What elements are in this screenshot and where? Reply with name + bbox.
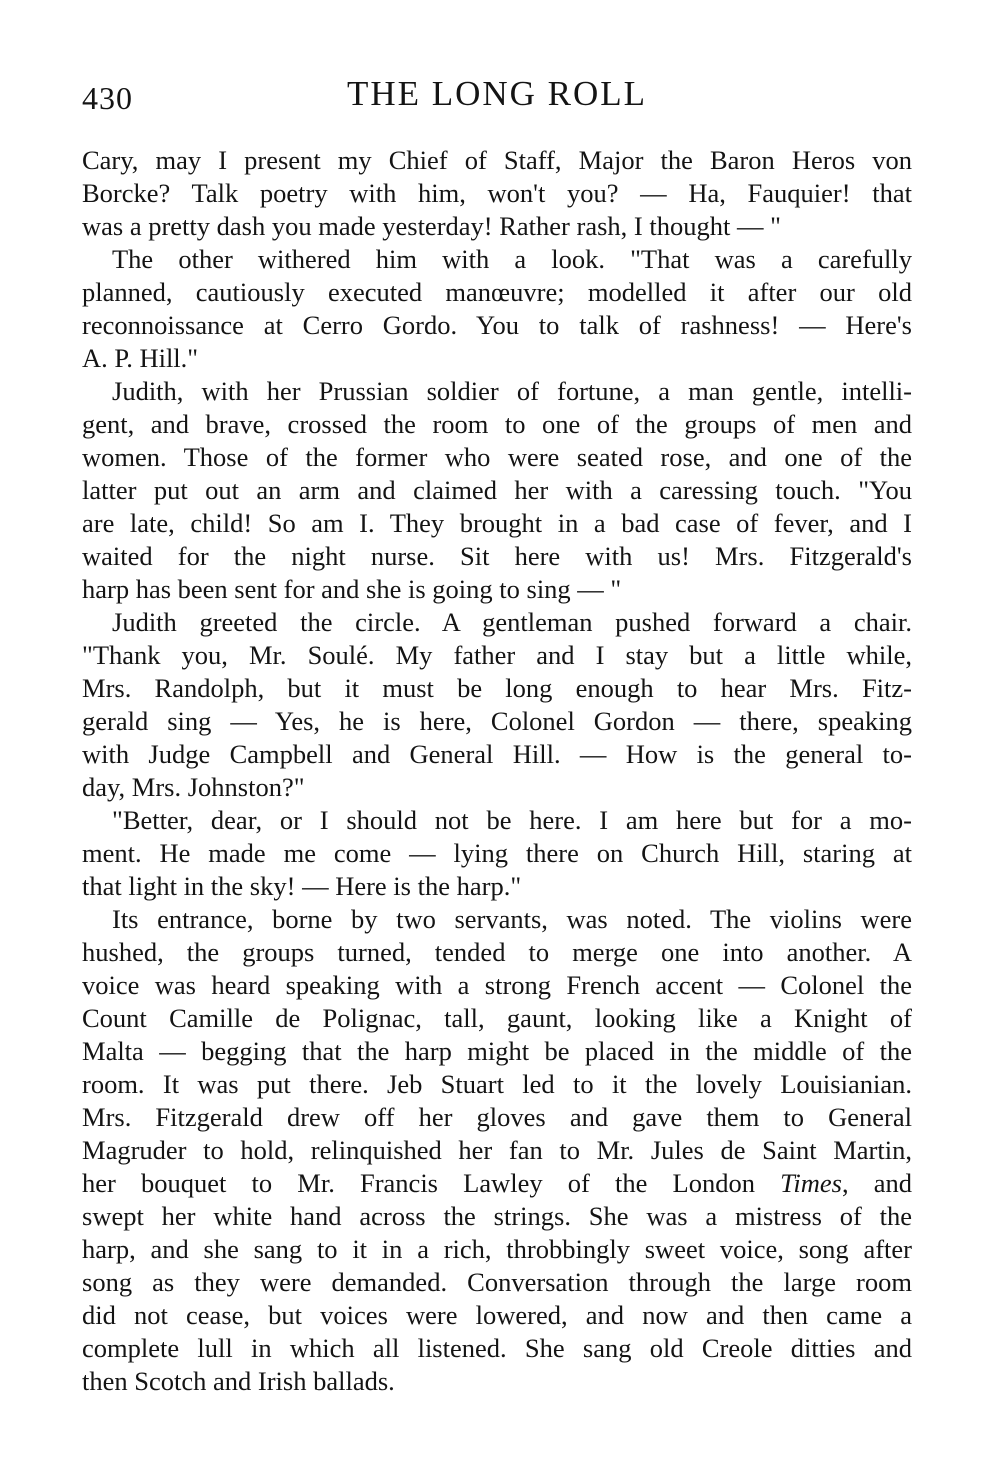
text-line: latter put out an arm and claimed her with a caressing touch. "You [82, 475, 912, 505]
text-line: are late, child! So am I. They brought in a bad case of fever, and I [82, 508, 912, 538]
text-line: "Better, dear, or I should not be here. I am here but for a mo- [112, 805, 912, 835]
body-text [82, 144, 912, 1398]
text-line: Cary, may I present my Chief of Staff, Major the Baron Heros von [82, 145, 912, 175]
text-line: Judith, with her Prussian soldier of fortune, a man gentle, intelli- [112, 376, 912, 406]
text-line: that light in the sky! — Here is the harp." [82, 871, 522, 901]
text-line: Magruder to hold, relinquished her fan to Mr. Jules de Saint Martin, [82, 1135, 912, 1165]
text-line: The other withered him with a look. "That was a carefully [112, 244, 912, 274]
paragraph-6 [82, 903, 912, 1398]
text-line: Count Camille de Polignac, tall, gaunt, looking like a Knight of [82, 1003, 912, 1033]
text-line: Malta — begging that the harp might be placed in the middle of the [82, 1036, 912, 1066]
text-line: was a pretty dash you made yesterday! Rather rash, I thought — " [82, 211, 781, 241]
text-line: Borcke? Talk poetry with him, won't you? — Ha, Fauquier! that [82, 178, 912, 208]
text-line: then Scotch and Irish ballads. [82, 1366, 395, 1396]
text-line: voice was heard speaking with a strong French accent — Colonel the [82, 970, 912, 1000]
text-line: complete lull in which all listened. She sang old Creole ditties and [82, 1333, 912, 1363]
text-line: waited for the night nurse. Sit here with us! Mrs. Fitzgerald's [82, 541, 912, 571]
text-line: women. Those of the former who were seated rose, and one of the [82, 442, 912, 472]
paragraph-5 [82, 804, 912, 903]
text-line: planned, cautiously executed manœuvre; modelled it after our old [82, 277, 912, 307]
text-line-with-italic [82, 1167, 912, 1200]
paragraph-3 [82, 375, 912, 606]
text-line: Its entrance, borne by two servants, was noted. The violins were [112, 904, 912, 934]
paragraph-2 [82, 243, 912, 375]
text-line: room. It was put there. Jeb Stuart led to it the lovely Louisianian. [82, 1069, 912, 1099]
text-line: Mrs. Randolph, but it must be long enough to hear Mrs. Fitz- [82, 673, 912, 703]
text-line: "Thank you, Mr. Soulé. My father and I stay but a little while, [82, 640, 912, 670]
text-line: did not cease, but voices were lowered, and now and then came a [82, 1300, 912, 1330]
text-line: day, Mrs. Johnston?" [82, 772, 305, 802]
text-line: reconnoissance at Cerro Gordo. You to talk of rashness! — Here's [82, 310, 912, 340]
text-segment: her bouquet to Mr. Francis Lawley of the London [82, 1168, 781, 1198]
text-line: gent, and brave, crossed the room to one of the groups of men and [82, 409, 912, 439]
paragraph-4 [82, 606, 912, 804]
text-line: gerald sing — Yes, he is here, Colonel Gordon — there, speaking [82, 706, 912, 736]
text-line: with Judge Campbell and General Hill. — How is the general to- [82, 739, 912, 769]
text-line: harp has been sent for and she is going to sing — " [82, 574, 622, 604]
running-title: THE LONG ROLL [346, 74, 648, 113]
paragraph-1 [82, 144, 912, 243]
page-number: 430 [82, 80, 133, 116]
text-line: Judith greeted the circle. A gentleman pushed forward a chair. [112, 607, 912, 637]
text-line: ment. He made me come — lying there on Church Hill, staring at [82, 838, 912, 868]
text-line: harp, and she sang to it in a rich, throbbingly sweet voice, song after [82, 1234, 912, 1264]
text-line: swept her white hand across the strings. She was a mistress of the [82, 1201, 912, 1231]
text-line: Mrs. Fitzgerald drew off her gloves and gave them to General [82, 1102, 912, 1132]
text-segment: , and [841, 1168, 913, 1198]
italic-title: Times [780, 1168, 842, 1198]
text-line: hushed, the groups turned, tended to merge one into another. A [82, 937, 912, 967]
text-line: song as they were demanded. Conversation through the large room [82, 1267, 912, 1297]
text-line: A. P. Hill." [82, 343, 199, 373]
page-header [82, 74, 912, 124]
